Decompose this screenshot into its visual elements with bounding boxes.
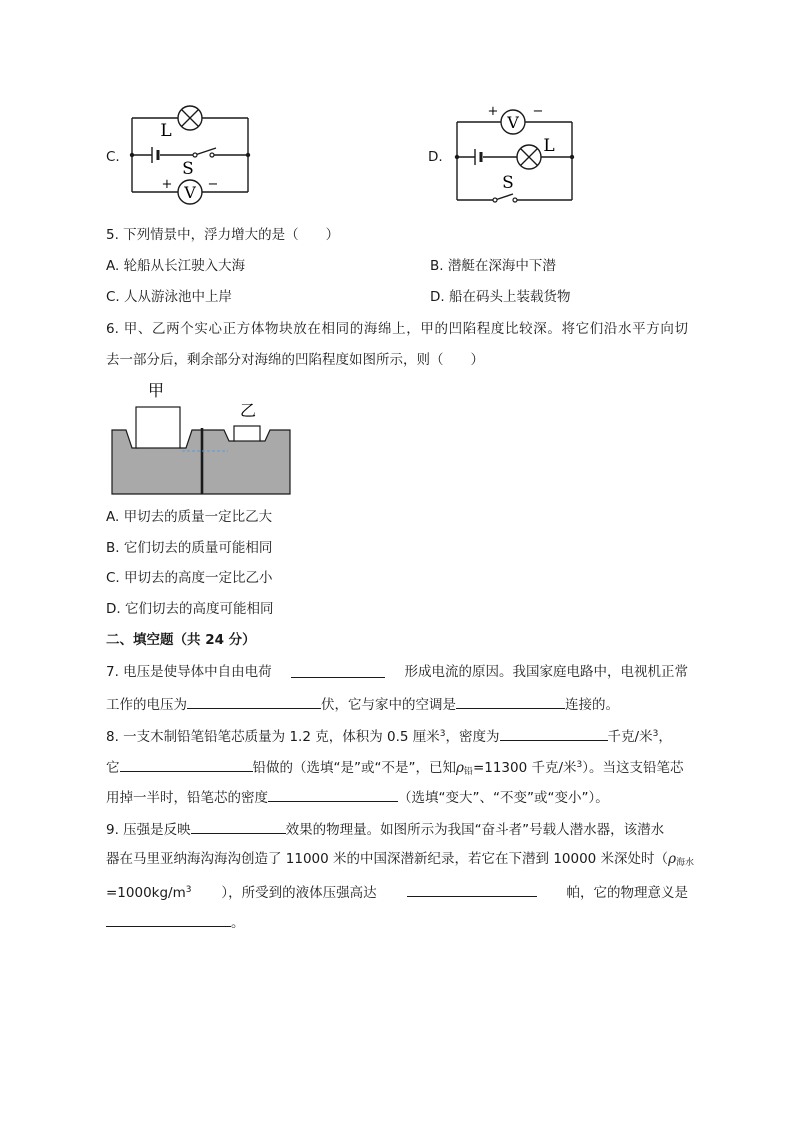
switch-label: S (182, 159, 194, 179)
superscript: 3 (576, 760, 583, 770)
q8-text: =11300 千克/米 (472, 760, 577, 776)
question-8-line-3 (106, 786, 609, 808)
label-yi: 乙 (239, 401, 257, 420)
superscript: 3 (185, 885, 192, 895)
question-6-option-b: B. 它们切去的质量可能相同 (106, 540, 273, 556)
question-5-option-a: A. 轮船从长江驶入大海 (106, 258, 246, 274)
junction-dot (570, 155, 574, 159)
q8-text: 用掉一半时，铅笔芯的密度 (106, 790, 268, 806)
question-6-line-1: 6. 甲、乙两个实心正方体物块放在相同的海绵上，甲的凹陷程度比较深。将它们沿水平方向切 (106, 321, 688, 337)
voltmeter-icon (501, 110, 525, 134)
question-9-line-2 (106, 849, 694, 873)
q8-blank-1[interactable] (500, 725, 608, 741)
q9-blank-2[interactable] (407, 881, 537, 897)
question-8-line-2 (106, 755, 684, 782)
q9-text: 帕，它的物理意义是 (566, 885, 688, 901)
q9-blank-1[interactable] (191, 818, 286, 834)
block-jia (136, 407, 180, 448)
question-6-option-c: C. 甲切去的高度一定比乙小 (106, 570, 273, 586)
option-d-label: D. (428, 149, 443, 165)
q8-text: ， (658, 729, 672, 745)
q9-blank-3[interactable] (106, 911, 231, 927)
question-6-option-a: A. 甲切去的质量一定比乙大 (106, 509, 273, 525)
q7-text: 工作的电压为 (106, 697, 187, 713)
voltmeter-label: V (507, 113, 519, 132)
rho-symbol: ρ (668, 851, 676, 867)
voltmeter-label: V (184, 183, 196, 202)
q8-blank-3[interactable] (268, 786, 398, 802)
junction-dot (130, 153, 134, 157)
q9-text: 。 (231, 915, 245, 931)
q8-text: 千克/米 (607, 729, 653, 745)
q8-text: （选填“变大”、“不变”或“变小”）。 (398, 790, 609, 806)
rho-subscript: 铅 (463, 767, 473, 777)
question-7-line-2 (106, 693, 619, 715)
plus-terminal-label: + (487, 104, 499, 119)
q7-blank-3[interactable] (456, 693, 565, 709)
lamp-icon (517, 145, 541, 169)
junction-dot (455, 155, 459, 159)
question-8-line-1 (106, 724, 672, 747)
switch-label: S (502, 173, 514, 193)
junction-dot (246, 153, 250, 157)
option-c-label: C. (106, 149, 120, 165)
question-5-stem: 5. 下列情景中，浮力增大的是（ ） (106, 227, 340, 243)
section-2-heading: 二、填空题（共 24 分） (106, 632, 256, 648)
q7-blank-2[interactable] (187, 693, 321, 709)
label-jia: 甲 (147, 381, 165, 400)
switch-contact (210, 153, 214, 157)
question-5-option-c: C. 人从游泳池中上岸 (106, 289, 233, 305)
q7-text: 7. 电压是使导体中自由电荷 (106, 664, 272, 680)
sponge-figure (108, 378, 294, 496)
plus-terminal-label: + (161, 177, 173, 192)
question-9-line-4 (106, 911, 245, 933)
q9-text: =1000kg/m (106, 885, 186, 901)
rho-subscript: 海水 (676, 858, 695, 868)
lamp-label: L (160, 121, 172, 141)
lamp-label: L (543, 136, 555, 156)
switch-pivot (493, 198, 497, 202)
question-6-option-d: D. 它们切去的高度可能相同 (106, 601, 274, 617)
q8-text: ）。当这支铅笔芯 (582, 760, 684, 776)
lamp-icon (178, 106, 202, 130)
q8-text: 铅做的（选填“是”或“不是”，已知 (252, 760, 456, 776)
superscript: 3 (652, 729, 659, 739)
q9-text: 器在马里亚纳海沟海沟创造了 11000 米的中国深潜新纪录，若它在下潜到 10000 米深处时（ (106, 851, 669, 867)
q7-text: 形成电流的原因。我国家庭电路中，电视机正常 (404, 664, 688, 680)
q8-text: 8. 一支木制铅笔铅笔芯质量为 1.2 克，体积为 0.5 厘米 (106, 729, 440, 745)
superscript: 3 (439, 729, 446, 739)
q7-text: 连接的。 (565, 697, 619, 713)
q9-text: 9. 压强是反映 (106, 822, 191, 838)
q8-text: 它 (106, 760, 120, 776)
q8-blank-2[interactable] (120, 756, 253, 772)
q7-blank-1[interactable] (291, 662, 385, 678)
q9-text: 效果的物理量。如图所示为我国“奋斗者”号载人潜水器，该潜水 (285, 822, 665, 838)
rho-symbol: ρ (455, 760, 464, 776)
minus-terminal-label: − (532, 104, 544, 119)
q9-density-expr (106, 880, 192, 903)
question-5-option-b: B. 潜艇在深海中下潜 (430, 258, 556, 274)
circuit-diagram-c (120, 96, 260, 206)
minus-terminal-label: − (207, 177, 219, 192)
question-6-line-2: 去一部分后，剩余部分对海绵的凹陷程度如图所示，则（ ） (106, 352, 484, 368)
question-9-line-1 (106, 818, 664, 840)
switch-pivot (193, 153, 197, 157)
q9-text: ），所受到的液体压强高达 (221, 885, 377, 901)
switch-contact (513, 198, 517, 202)
block-yi (234, 426, 260, 441)
circuit-diagram-d (445, 96, 585, 206)
voltmeter-icon (178, 180, 202, 204)
question-7-line-1 (106, 662, 688, 682)
question-5-option-d: D. 船在码头上装载货物 (430, 289, 571, 305)
q8-text: ，密度为 (445, 729, 500, 745)
question-9-line-3 (106, 880, 688, 903)
q7-text: 伏，它与家中的空调是 (321, 697, 456, 713)
